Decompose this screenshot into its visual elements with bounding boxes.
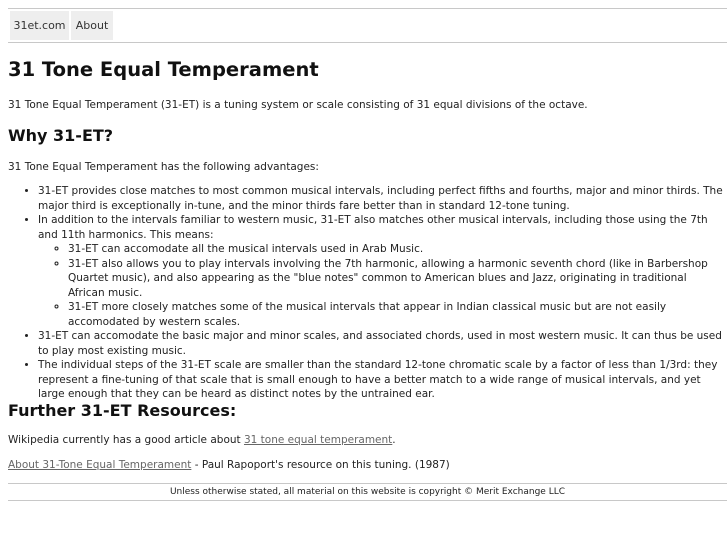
- sub-point-item: ◦ 31-ET also allows you to play intervals involving the 7th harmonic, allowing a harmonic seventh chord (like in Barbershop Quartet music), and also appearing as the "blue notes" common to American blues and Jazz, originating in traditional African music.: [68, 257, 726, 301]
- wikipedia-prefix: Wikipedia currently has a good article about: [8, 434, 244, 446]
- footer: [8, 483, 727, 501]
- sub-point-item: ◦ 31-ET can accomodate all the musical intervals used in Arab Music.: [68, 242, 726, 257]
- why-intro-text: 31 Tone Equal Temperament has the following advantages:: [8, 161, 319, 173]
- intro-text: 31 Tone Equal Temperament (31-ET) is a tuning system or scale consisting of 31 equal divisions of the octave.: [8, 99, 588, 111]
- wikipedia-line: [8, 433, 396, 447]
- advantage-item: • The individual steps of the 31-ET scale are smaller than the standard 12-tone chromatic scale by a factor of less than 1/3rd: they represent a fine-tuning of that scale that is small enough to have a better match to a wide range of musical intervals, and yet large enough that they can be heard as distinct notes by the untrained ear.: [38, 358, 726, 402]
- advantage-text: In addition to the intervals familiar to western music, 31-ET also matches other musical intervals, including those using the 7th and 11th harmonics. This means:: [38, 214, 708, 241]
- advantage-item: • 31-ET provides close matches to most common musical intervals, including perfect fifths and fourths, major and minor thirds. The major third is exceptionally in-tune, and the minor thirds fare better than in standard 12-tone tuning.: [38, 184, 726, 213]
- nav-tab-home[interactable]: 31et.com: [10, 11, 69, 40]
- resources-heading: Further 31-ET Resources:: [8, 401, 237, 420]
- nav-tab-about[interactable]: About: [71, 11, 113, 40]
- sub-point-item: ◦ 31-ET more closely matches some of the musical intervals that appear in Indian classical music but are not easily accomodated by western scales.: [68, 300, 726, 329]
- top-nav: [8, 8, 727, 43]
- page-title: 31 Tone Equal Temperament: [8, 58, 319, 81]
- advantage-item: • 31-ET can accomodate the basic major and minor scales, and associated chords, used in most western music. It can thus be used to play most existing music.: [38, 329, 726, 358]
- copyright-text: Unless otherwise stated, all material on this website is copyright © Merit Exchange LLC: [169, 487, 566, 497]
- about-31tet-link[interactable]: About 31-Tone Equal Temperament: [8, 459, 192, 471]
- about-resource-line: [8, 458, 450, 472]
- why-heading: Why 31-ET?: [8, 126, 114, 145]
- wikipedia-suffix: .: [392, 434, 396, 446]
- about-resource-suffix: - Paul Rapoport's resource on this tuning. (1987): [191, 459, 450, 471]
- advantages-list: [8, 184, 726, 402]
- advantage-item: [38, 213, 726, 329]
- harmonics-sublist: [38, 242, 726, 329]
- wikipedia-link[interactable]: 31 tone equal temperament: [243, 434, 393, 446]
